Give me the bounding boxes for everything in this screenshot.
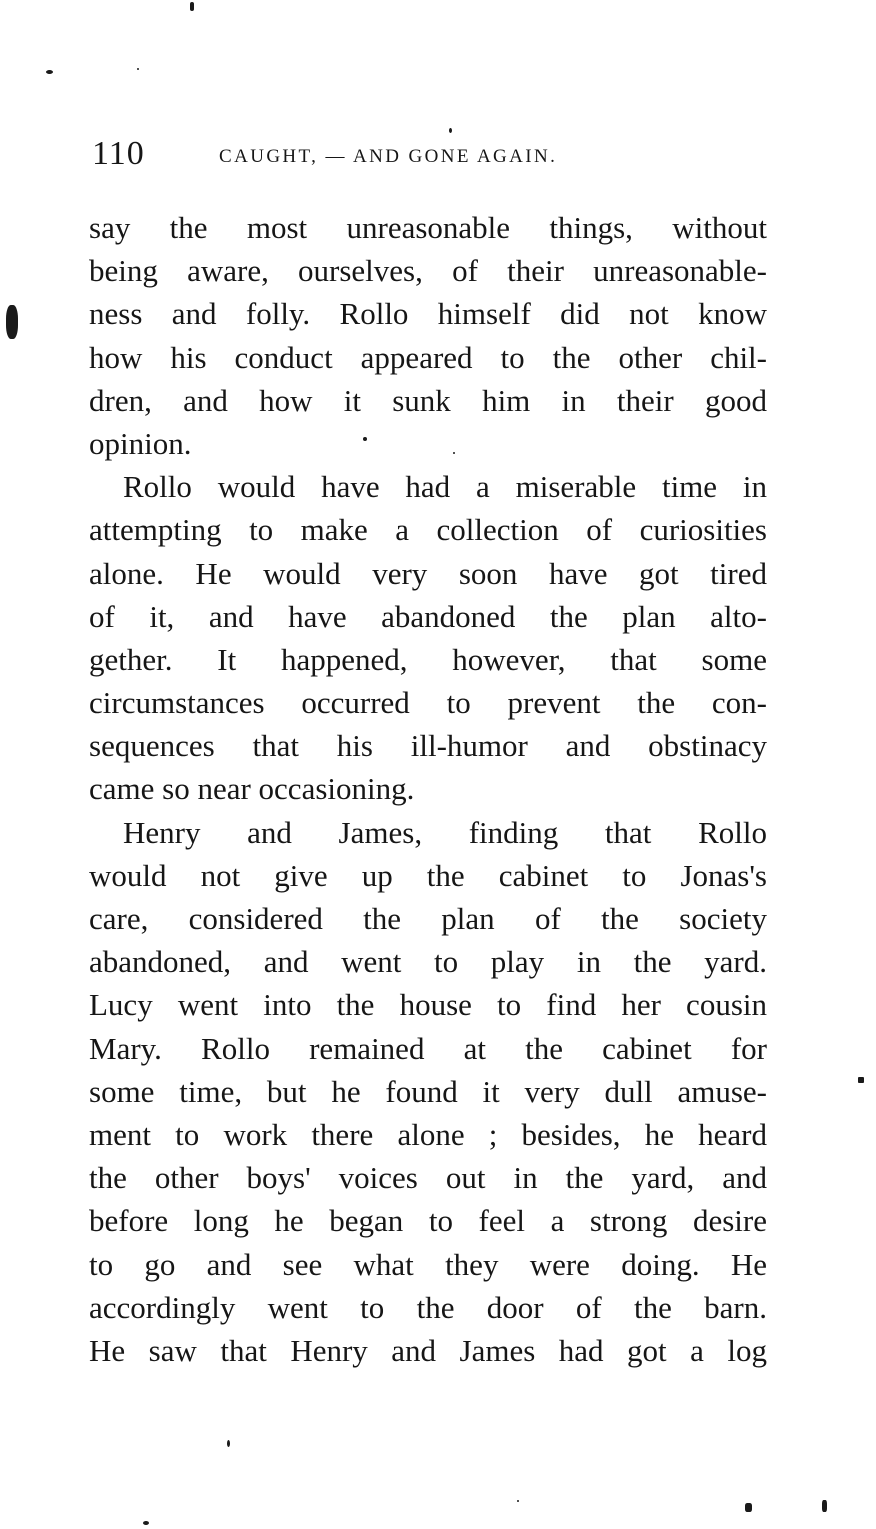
- text-line: sequences that his ill-humor and obstinacy: [89, 728, 767, 764]
- text-line: to go and see what they were doing. He: [89, 1246, 767, 1282]
- scan-speck: [453, 452, 455, 454]
- text-line: Mary. Rollo remained at the cabinet for: [89, 1030, 767, 1066]
- text-line: of it, and have abandoned the plan alto-: [89, 598, 767, 634]
- text-line: came so near occasioning.: [89, 771, 415, 807]
- scan-speck: [190, 2, 194, 11]
- text-line: abandoned, and went to play in the yard.: [89, 944, 767, 980]
- text-line: attempting to make a collection of curiosities: [89, 512, 767, 548]
- text-line: opinion.: [89, 425, 192, 461]
- text-line: Henry and James, finding that Rollo: [123, 814, 767, 850]
- page-number: 110: [92, 135, 145, 172]
- text-line: ment to work there alone ; besides, he heard: [89, 1116, 767, 1152]
- text-line: before long he began to feel a strong desire: [89, 1203, 767, 1239]
- scan-speck: [137, 68, 139, 70]
- text-line: accordingly went to the door of the barn.: [89, 1289, 767, 1325]
- text-line: Rollo would have had a miserable time in: [123, 469, 767, 505]
- text-line: circumstances occurred to prevent the con-: [89, 685, 767, 721]
- scan-speck: [46, 70, 53, 74]
- text-line: the other boys' voices out in the yard, and: [89, 1160, 767, 1196]
- scan-speck: [858, 1077, 864, 1083]
- text-line: would not give up the cabinet to Jonas's: [89, 857, 767, 893]
- running-title: CAUGHT, — AND GONE AGAIN.: [219, 146, 558, 167]
- scan-speck: [745, 1503, 752, 1512]
- scan-speck: [517, 1500, 519, 1502]
- text-line: Lucy went into the house to find her cousin: [89, 987, 767, 1023]
- scan-speck: [822, 1500, 827, 1512]
- body-text: [89, 206, 767, 1372]
- text-line: gether. It happened, however, that some: [89, 641, 767, 677]
- text-line: how his conduct appeared to the other chil-: [89, 339, 767, 375]
- text-line: say the most unreasonable things, without: [89, 210, 767, 245]
- scan-speck: [449, 128, 452, 133]
- scan-speck: [227, 1440, 230, 1447]
- scan-speck: [6, 305, 18, 339]
- text-line: alone. He would very soon have got tired: [89, 555, 767, 591]
- text-line: dren, and how it sunk him in their good: [89, 382, 767, 418]
- text-line: He saw that Henry and James had got a log: [89, 1332, 767, 1368]
- text-line: ness and folly. Rollo himself did not know: [89, 296, 767, 332]
- text-line: care, considered the plan of the society: [89, 901, 767, 936]
- text-line: being aware, ourselves, of their unreasonable-: [89, 253, 767, 289]
- scan-speck: [143, 1521, 149, 1525]
- page-header: [92, 132, 772, 176]
- scan-speck: [363, 437, 367, 441]
- text-line: some time, but he found it very dull amuse-: [89, 1073, 767, 1109]
